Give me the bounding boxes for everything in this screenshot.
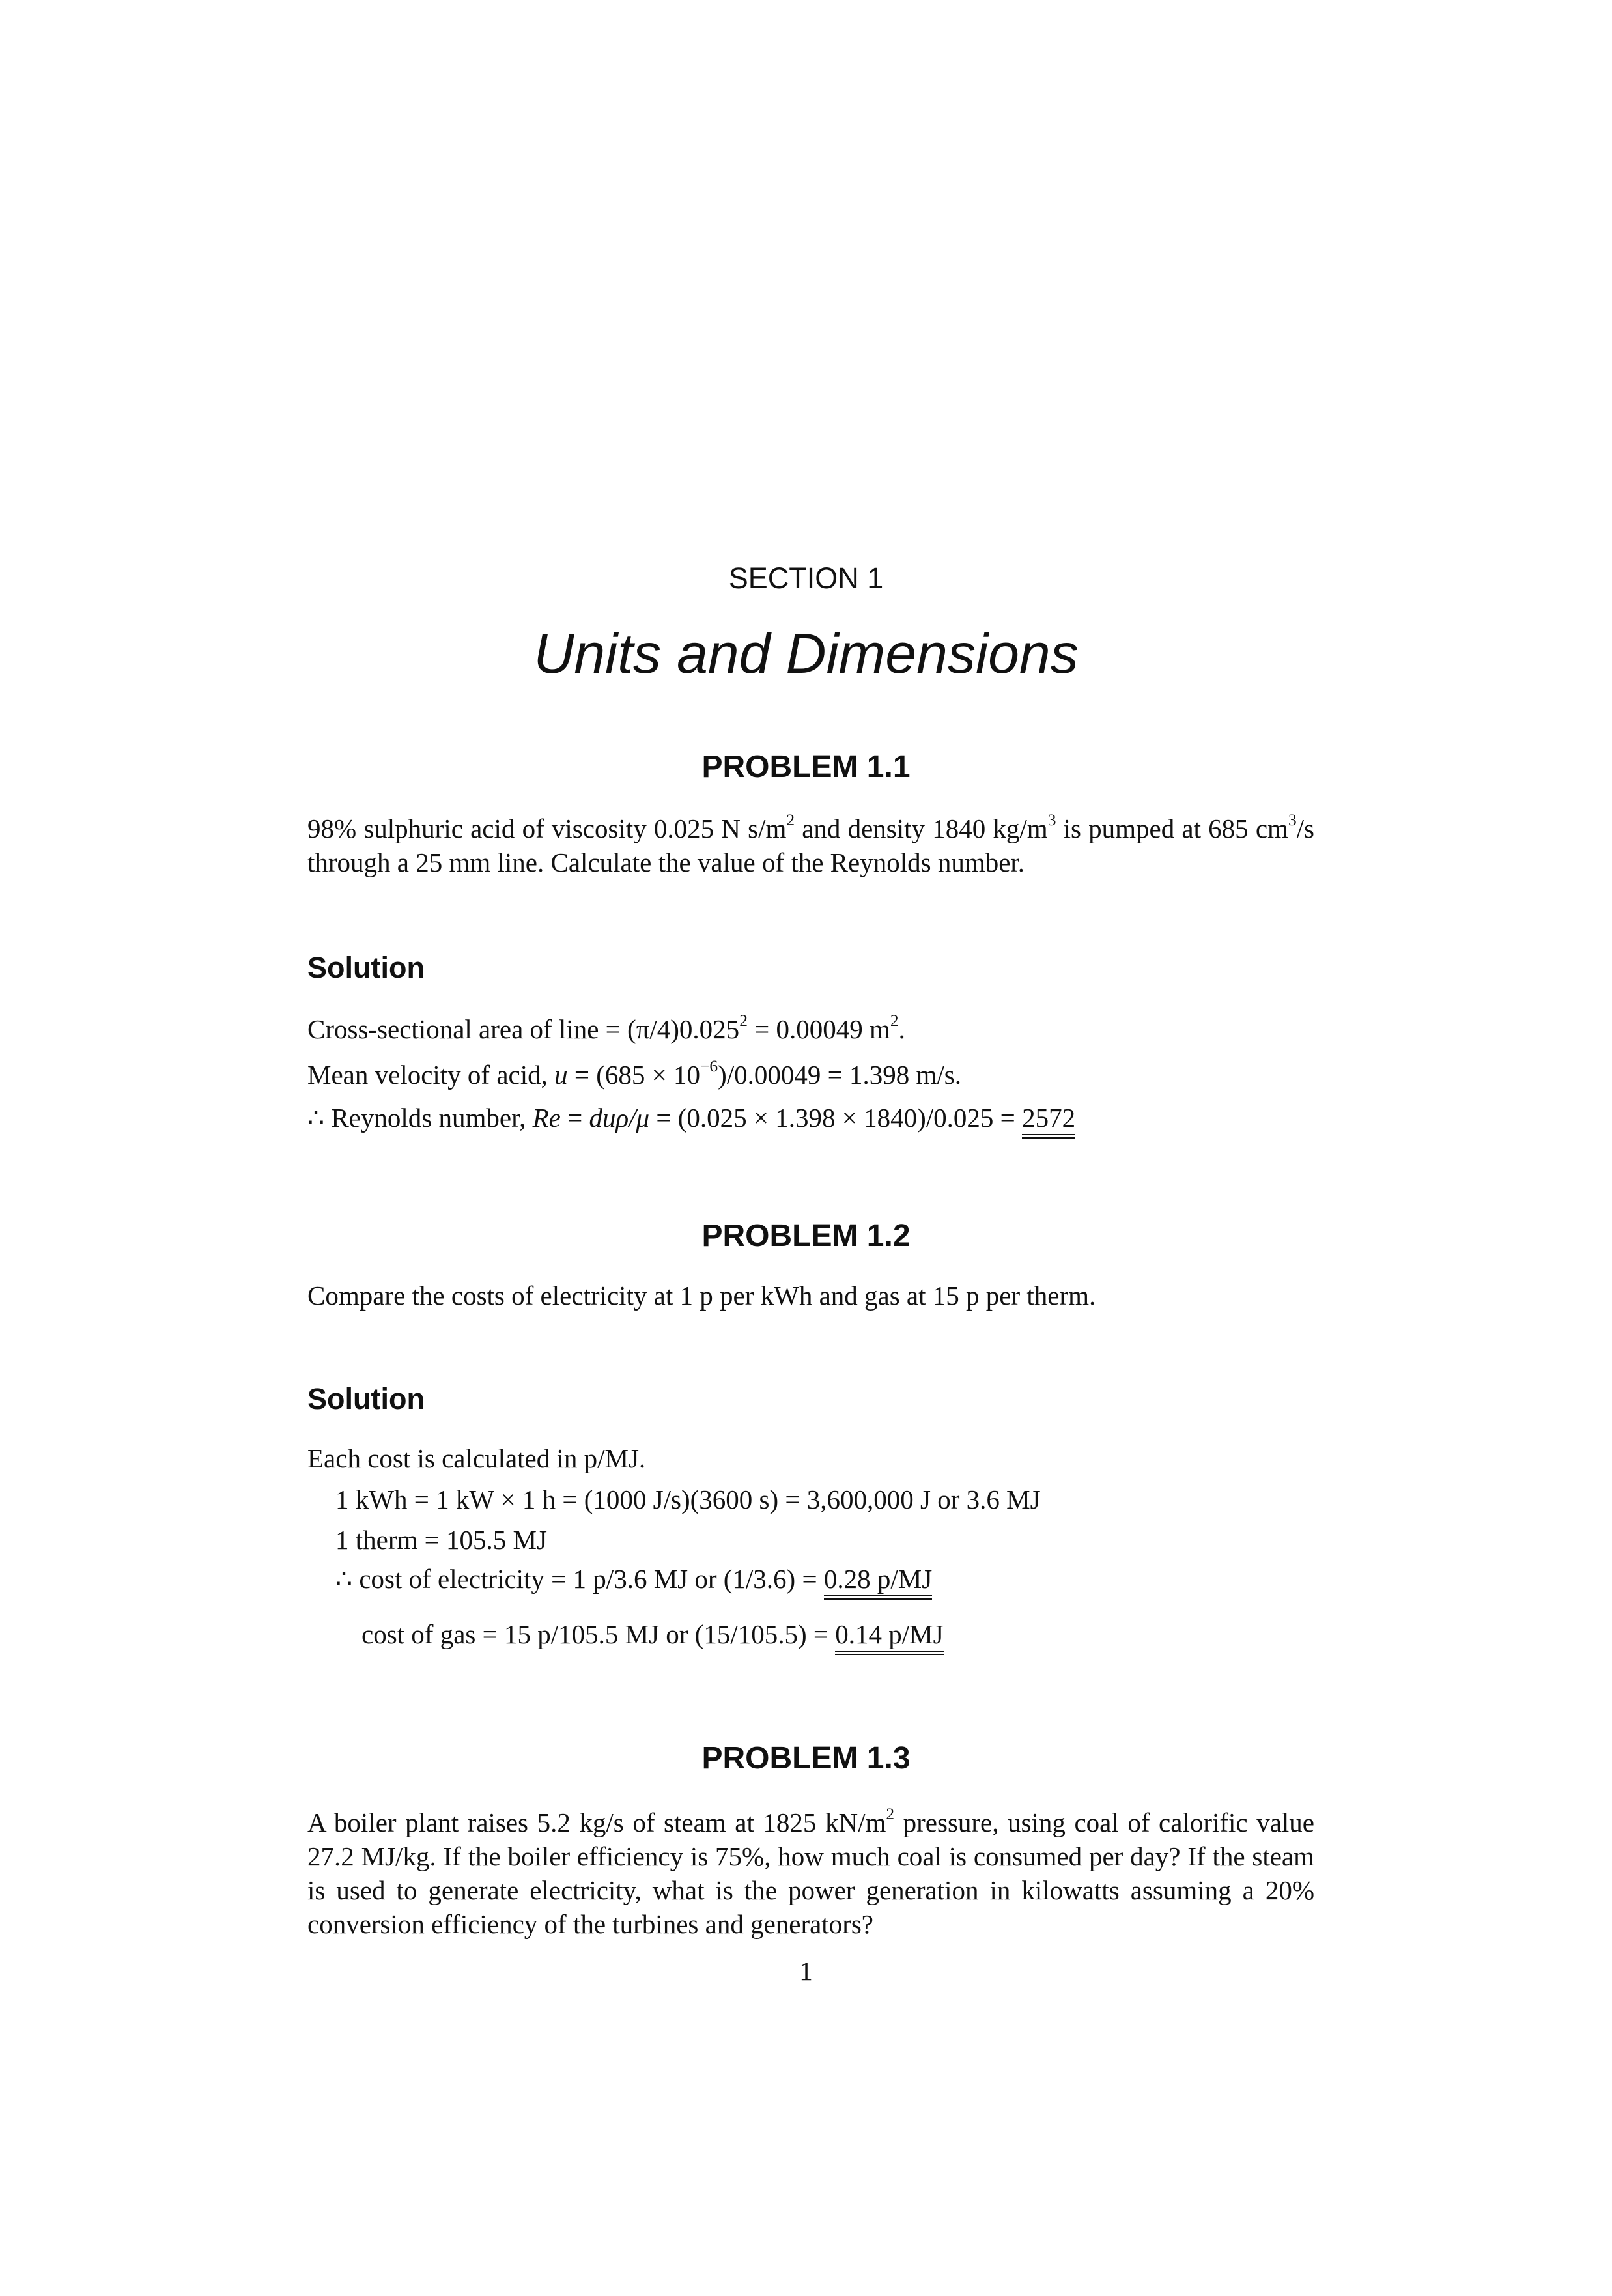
gas-cost-answer: 0.14 p/MJ [835, 1619, 943, 1655]
problem-1-2-therm-line: 1 therm = 105.5 MJ [335, 1525, 547, 1555]
problem-1-2-gas-cost-line: cost of gas = 15 p/105.5 MJ or (15/105.5) = 0.14 p/MJ [361, 1619, 944, 1650]
section-label: SECTION 1 [728, 561, 884, 595]
problem-1-1-answer: 2572 [1022, 1103, 1075, 1139]
problem-1-3-heading: PROBLEM 1.3 [701, 1741, 911, 1776]
problem-1-2-intro-line: Each cost is calculated in p/MJ. [307, 1443, 646, 1473]
problem-1-2-kwh-line: 1 kWh = 1 kW × 1 h = (1000 J/s)(3600 s) = 3,600,000 J or 3.6 MJ [335, 1484, 1041, 1514]
problem-1-1-area-line: Cross-sectional area of line = $(\pi/4)0.025^2 = 0.00049$ $m^2$. [307, 1011, 905, 1044]
problem-1-2-heading: PROBLEM 1.2 [701, 1219, 911, 1253]
problem-1-1-statement: 98% sulphuric acid of viscosity 0.025 N $s/m^2$ and density 1840 $kg/m^3$ is pumped at 685 $cm^3/s$ through a 25 mm line. Calculate the value of the Reynolds number. [307, 810, 1314, 877]
problem-1-2-solution-heading: Solution [307, 1382, 425, 1415]
problem-1-3-statement: A boiler plant raises 5.2 kg/s of steam at 1825 $kN/m^2$ pressure, using coal of calorific value 27.2 MJ/kg. If the boiler efficiency is 75%, how much coal is consumed per day? If the steam is used to generate electricity, what is the power generation in kilowatts assuming a 20% conversion efficiency of the turbines and generators? [307, 1804, 1314, 1939]
problem-1-1-velocity-line: Mean velocity of acid, $u = (685 \times 10^{-6})/0.00049 = 1.398$ m/s. [307, 1056, 961, 1090]
electricity-cost-answer: 0.28 p/MJ [824, 1564, 932, 1600]
problem-1-1-reynolds-line: ∴ Reynolds number, Re = duρ/μ = (0.025 × 1.398 × 1840)/0.025 = 2572 [307, 1102, 1075, 1133]
problem-1-1-solution-heading: Solution [307, 951, 425, 984]
section-title: Units and Dimensions [533, 623, 1079, 685]
page-number: 1 [799, 1956, 813, 1986]
problem-1-2-electricity-cost-line: ∴ cost of electricity = 1 p/3.6 MJ or (1/3.6) = 0.28 p/MJ [335, 1563, 932, 1594]
problem-1-1-heading: PROBLEM 1.1 [701, 750, 911, 784]
problem-1-2-statement: Compare the costs of electricity at 1 p per kWh and gas at 15 p per therm. [307, 1281, 1096, 1311]
